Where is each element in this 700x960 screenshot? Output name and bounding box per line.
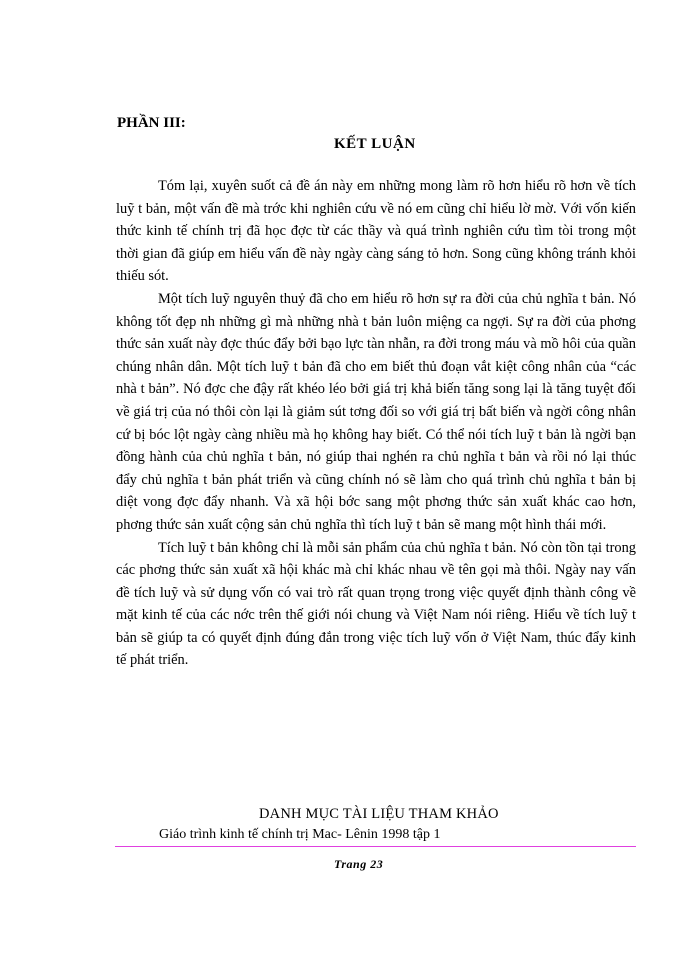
page-number: Trang 23	[334, 857, 384, 871]
references-heading: DANH MỤC TÀI LIỆU THAM KHẢO	[259, 806, 499, 822]
paragraph: Một tích luỹ nguyên thuỷ đã cho em hiểu rõ hơn sự ra đời của chủ nghĩa t bản. Nó không tốt đẹp nh những gì mà những nhà t bản luôn miệng ca ngợi. Sự ra đời của phơng thức sản xuất này đợc thúc đẩy bởi bạo lực tàn nhẫn, ra đời trong máu và mồ hôi của quần chúng nhân dân. Một tích luỹ t bản đã cho em biết thủ đoạn vắt kiệt công nhân của “các nhà t bản”. Nó đợc che đậy rất khéo léo bởi giá trị khả biến tăng song lại là tăng tuyệt đối về giá trị của nó thôi còn lại là giảm sút tơng đối so với giá trị bất biến và ngời công nhân cứ bị bóc lột ngày càng nhiều mà họ không hay biết. Có thể nói tích luỹ t bản là ngời bạn đồng hành của chủ nghĩa t bản, nó giúp thai nghén ra chủ nghĩa t bản và rồi nó lại thúc đẩy chủ nghĩa t bản phát triển và cũng chính nó sẽ làm cho quá trình chủ nghĩa t bản bị diệt vong đợc đẩy nhanh. Và xã hội bớc sang một phơng thức sản xuất khác cao hơn, phơng thức sản xuất cộng sản chủ nghĩa thì tích luỹ t bản sẽ mang một hình thái mới.	[116, 290, 636, 533]
paragraph: Tích luỹ t bản không chỉ là mỗi sản phẩm của chủ nghĩa t bản. Nó còn tồn tại trong các phơng thức sản xuất xã hội khác mà chỉ khác nhau về tên gọi mà thôi. Ngày nay vấn đề tích luỹ và sử dụng vốn có vai trò rất quan trọng trong việc quyết định thành công về mặt kinh tế của các nớc trên thế giới nói chung và Việt Nam nói riêng. Hiểu về tích luỹ t bản sẽ giúp ta có quyết định đúng đắn trong việc tích luỹ vốn ở Việt Nam, thúc đẩy kinh tế phát triển.	[116, 539, 636, 669]
paragraph: Tóm lại, xuyên suốt cả đề án này em những mong làm rõ hơn hiểu rõ hơn về tích luỹ t bản, một vấn đề mà trớc khi nghiên cứu về nó em cũng chỉ hiểu lờ mờ. Với vốn kiến thức kinh tế chính trị đã học đợc từ các thầy và quá trình nghiên cứu tìm tòi trong một thời gian đã giúp em hiểu vấn đề này ngày càng sáng tỏ hơn. Song cũng không tránh khỏi thiếu sót.	[116, 178, 636, 285]
reference-item: Giáo trình kinh tế chính trị Mac- Lênin 1998 tập 1	[159, 827, 441, 842]
section-label: PHẦN III:	[117, 115, 186, 131]
footer-divider	[115, 846, 636, 847]
page-title: KẾT LUẬN	[334, 136, 416, 152]
body-text	[116, 175, 636, 672]
